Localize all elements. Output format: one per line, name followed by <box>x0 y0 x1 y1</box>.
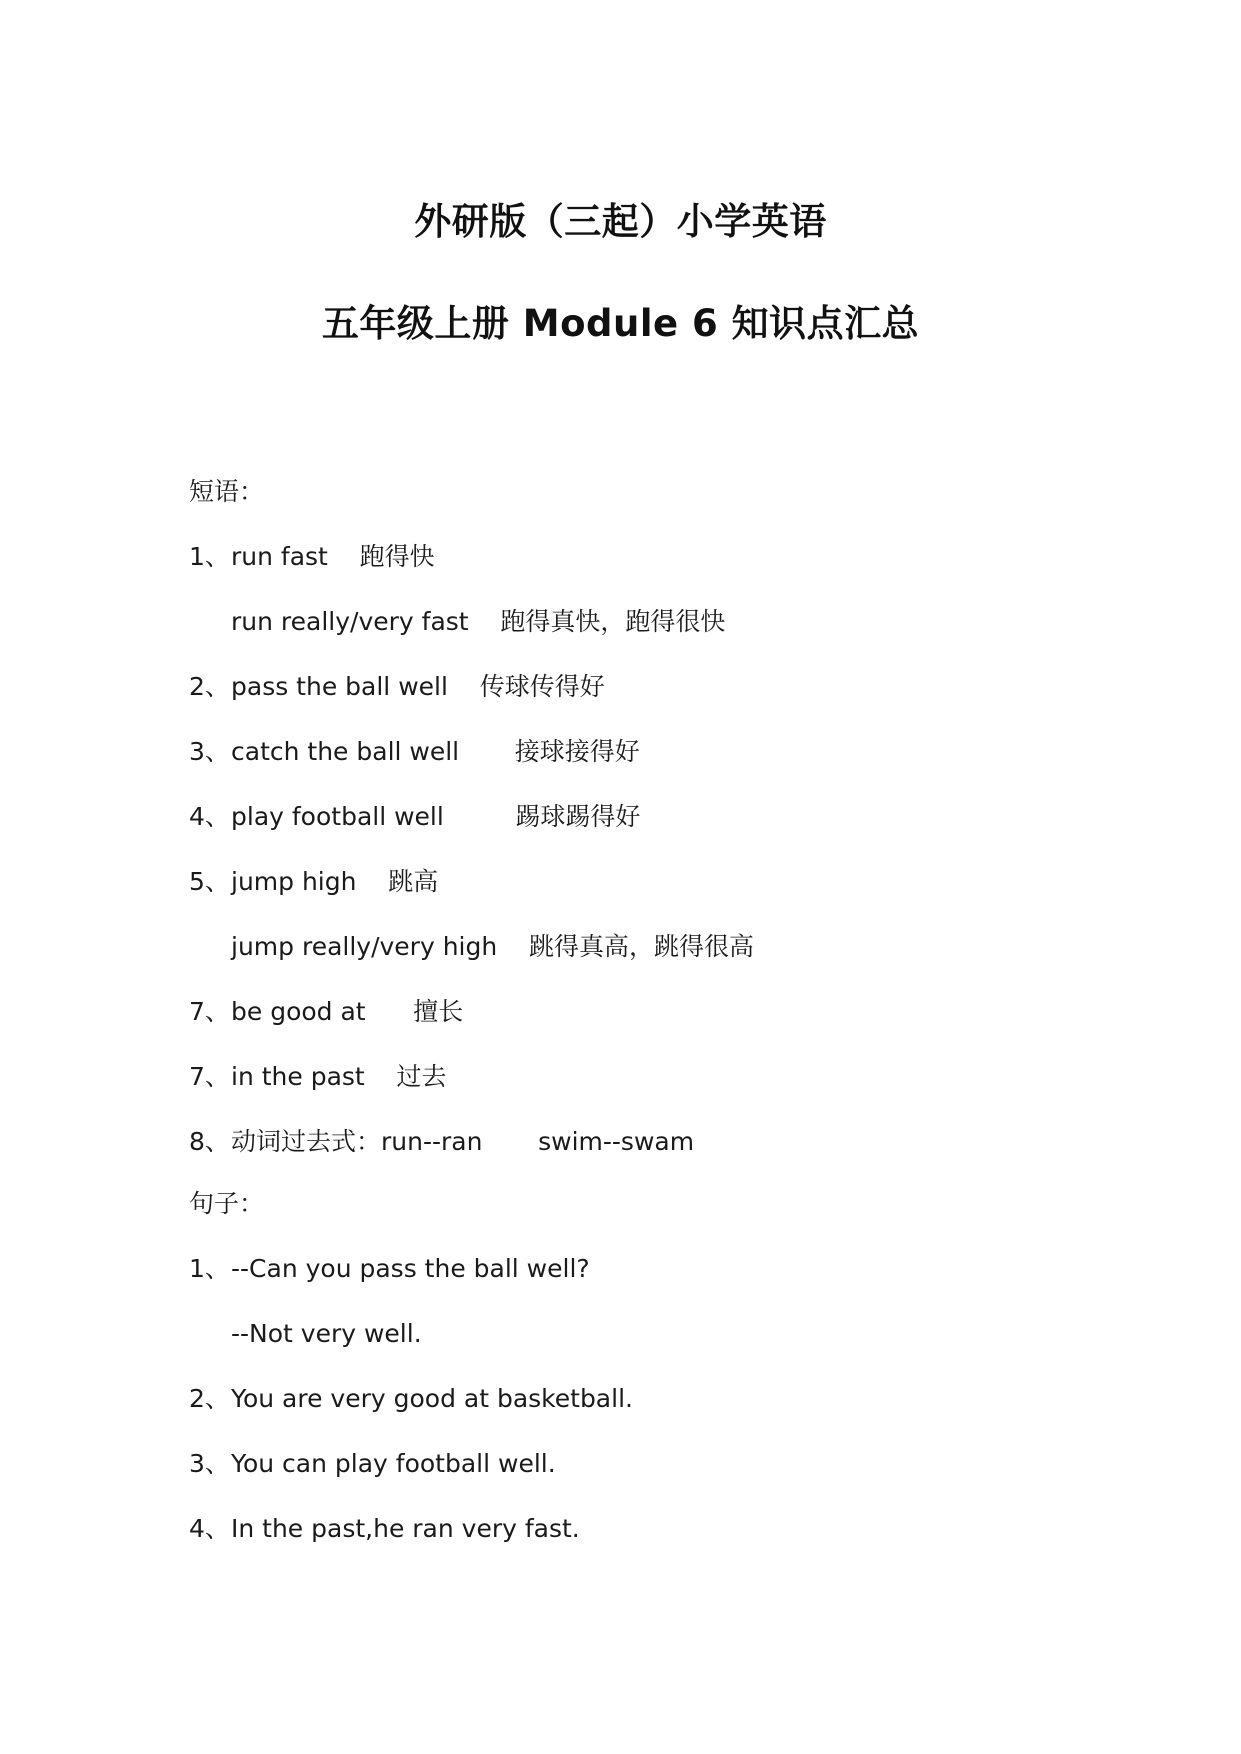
phrase-chinese: 接球接得好 <box>514 737 640 766</box>
item-number: 4、 <box>189 802 230 831</box>
phrase-gap <box>469 607 501 636</box>
sentence-text: In the past,he ran very fast. <box>231 1514 580 1543</box>
phrase-gap <box>366 997 414 1026</box>
verb-past-gap <box>482 1127 538 1156</box>
verb-past-label: 动词过去式： <box>231 1127 382 1156</box>
sentence-text: --Not very well. <box>231 1319 422 1348</box>
phrases-heading-text: 短语： <box>189 477 265 506</box>
phrase-gap <box>328 542 360 571</box>
item-number: 5、 <box>189 867 230 896</box>
item-number: 1、 <box>189 1254 230 1283</box>
sentence-item <box>189 1249 1149 1314</box>
phrase-item <box>189 732 1149 797</box>
phrase-english: pass the ball well <box>231 672 448 701</box>
item-number: 1、 <box>189 542 230 571</box>
sentence-text: You are very good at basketball. <box>231 1384 633 1413</box>
sentence-item <box>189 1379 1149 1444</box>
phrase-chinese: 过去 <box>396 1062 447 1091</box>
phrase-chinese: 跑得快 <box>359 542 435 571</box>
phrase-item <box>189 797 1149 862</box>
phrase-chinese: 跳得真高，跳得很高 <box>529 932 755 961</box>
item-number: 3、 <box>189 737 230 766</box>
phrase-chinese: 跑得真快，跑得很快 <box>500 607 726 636</box>
phrase-english: jump really/very high <box>231 932 498 961</box>
phrase-gap <box>448 672 480 701</box>
sentence-item <box>189 1314 1149 1379</box>
verb-past-pair-run: run--ran <box>381 1127 483 1156</box>
phrase-gap <box>356 867 388 896</box>
item-number: 2、 <box>189 1384 230 1413</box>
phrase-item <box>189 927 1149 992</box>
item-number: 7、 <box>189 997 230 1026</box>
phrase-gap <box>365 1062 397 1091</box>
sentences-heading-text: 句子： <box>189 1189 265 1218</box>
phrase-item <box>189 667 1149 732</box>
phrase-gap <box>459 737 515 766</box>
phrase-item <box>189 862 1149 927</box>
phrase-item <box>189 537 1149 602</box>
phrase-english: be good at <box>231 997 366 1026</box>
document-title-line2: 五年级上册 Module 6 知识点汇总 <box>321 302 920 345</box>
sentence-item <box>189 1444 1149 1509</box>
phrase-gap <box>444 802 516 831</box>
phrase-english: play football well <box>231 802 444 831</box>
item-number: 8、 <box>189 1127 230 1156</box>
phrase-english: run fast <box>231 542 328 571</box>
item-number: 2、 <box>189 672 230 701</box>
phrase-item <box>189 1057 1149 1122</box>
phrase-chinese: 擅长 <box>413 997 464 1026</box>
verb-past-item <box>189 1122 1149 1184</box>
verb-past-pair-swim: swim--swam <box>538 1127 695 1156</box>
sentence-item <box>189 1509 1149 1574</box>
phrases-heading <box>189 472 1149 537</box>
document-title-line1: 外研版（三起）小学英语 <box>414 200 827 243</box>
phrase-english: catch the ball well <box>231 737 460 766</box>
sentence-text: You can play football well. <box>231 1449 556 1478</box>
phrase-english: in the past <box>231 1062 365 1091</box>
phrase-chinese: 踢球踢得好 <box>515 802 641 831</box>
item-number: 7、 <box>189 1062 230 1091</box>
document-body <box>189 472 1149 1574</box>
item-number: 4、 <box>189 1514 230 1543</box>
sentence-text: --Can you pass the ball well? <box>231 1254 590 1283</box>
phrase-gap <box>497 932 529 961</box>
sentences-heading <box>189 1184 1149 1249</box>
phrase-english: jump high <box>231 867 357 896</box>
phrase-english: run really/very fast <box>231 607 469 636</box>
phrase-item <box>189 992 1149 1057</box>
item-number: 3、 <box>189 1449 230 1478</box>
phrase-chinese: 跳高 <box>388 867 439 896</box>
phrase-item <box>189 602 1149 667</box>
phrase-chinese: 传球传得好 <box>479 672 605 701</box>
